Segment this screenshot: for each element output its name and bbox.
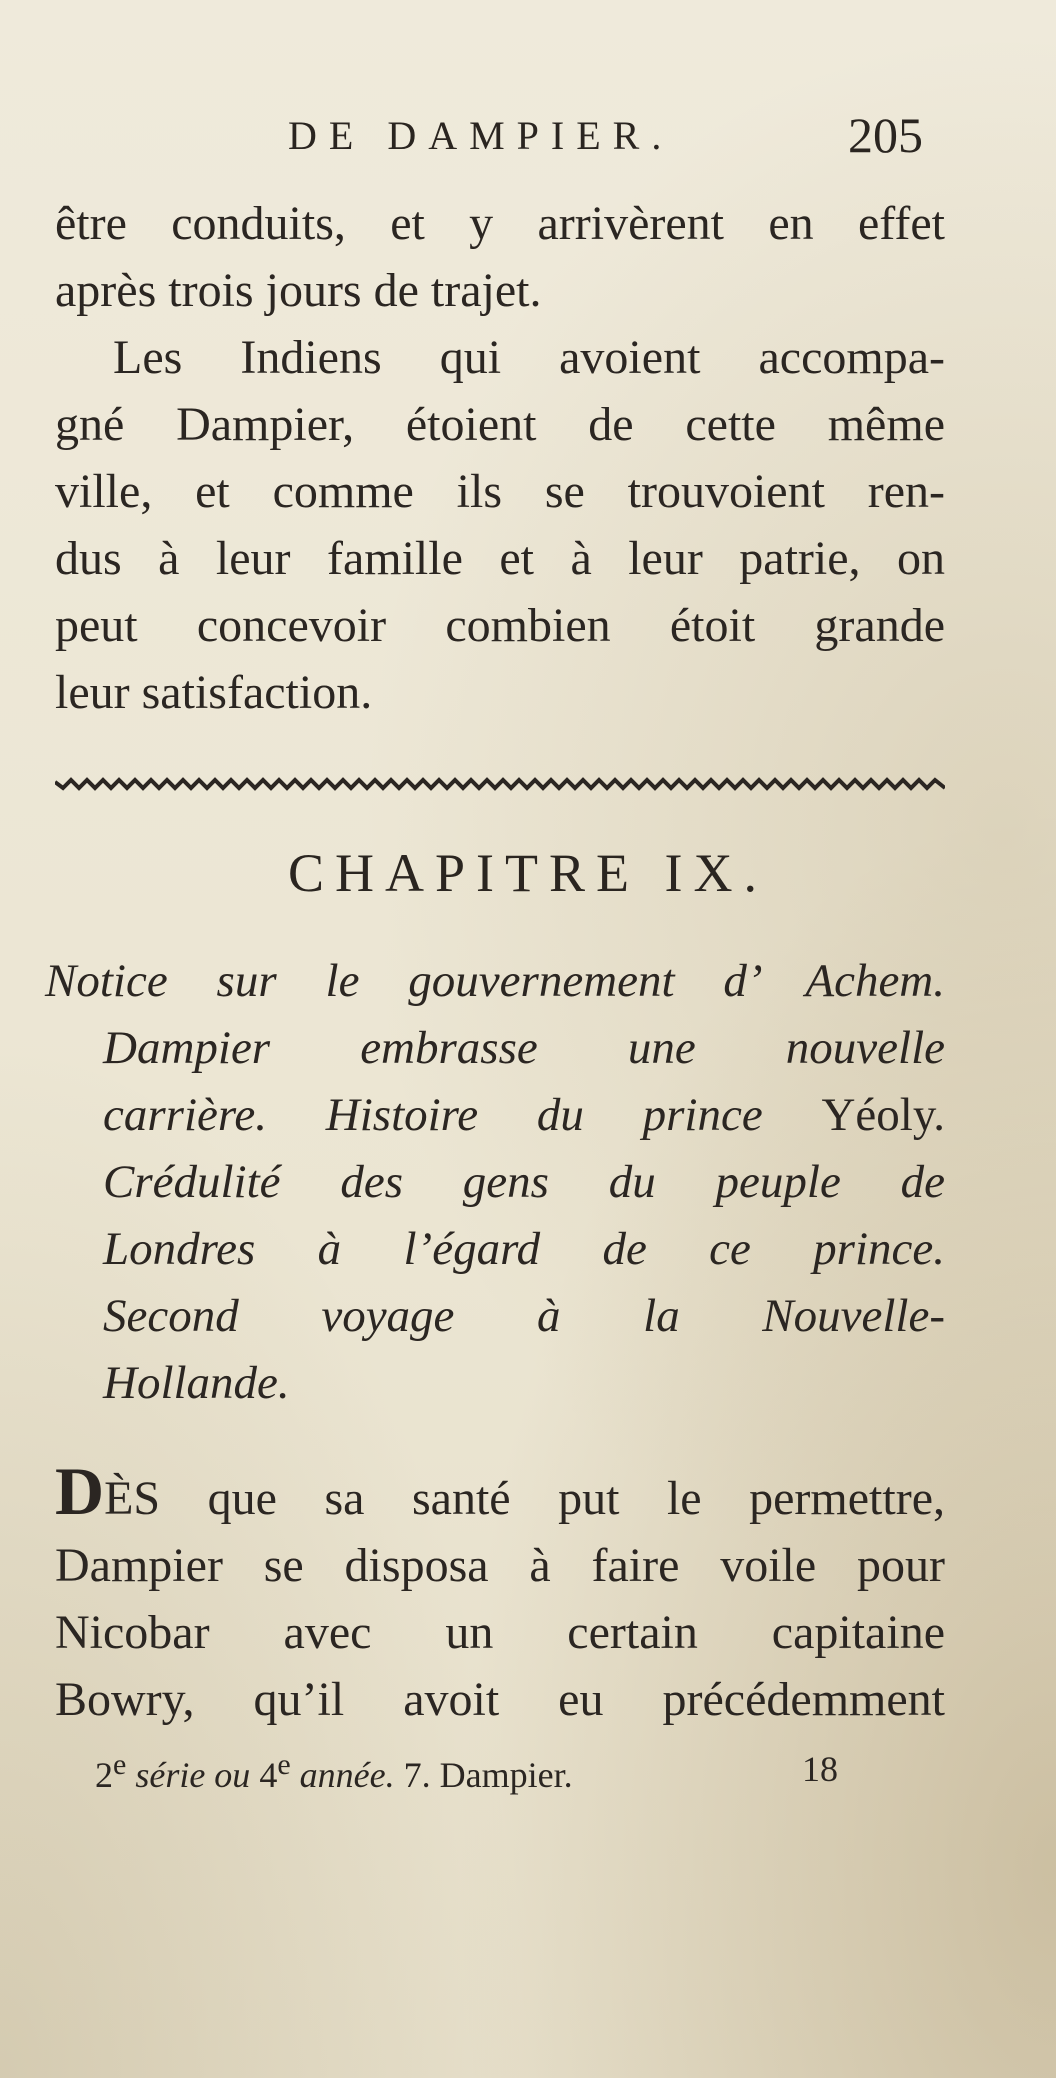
signature-footer xyxy=(0,1748,1056,1808)
summary-line: carrière. Histoire du prince Yéoly. xyxy=(103,1089,946,1141)
text-line: peut concevoir combien étoit grande xyxy=(55,599,945,652)
text-line: dus à leur famille et à leur patrie, on xyxy=(55,532,945,585)
volume-signature: 2e série ou 4e année. 7. Dampier. xyxy=(95,1748,573,1795)
paragraph-continuation xyxy=(55,190,945,726)
text-line: Nicobar avec un certain capitaine xyxy=(55,1606,945,1659)
running-title: DE DAMPIER. xyxy=(288,113,674,158)
summary-line: Second voyage à la Nouvelle- xyxy=(103,1290,945,1342)
running-head xyxy=(0,107,1056,172)
text-line: ville, et comme ils se trouvoient ren- xyxy=(55,465,945,518)
chapter-title: CHAPITRE IX. xyxy=(288,843,768,903)
text-line: DÈS que sa santé put le permettre, xyxy=(55,1453,945,1529)
wavy-rule-ornament xyxy=(55,774,945,796)
text-line: gné Dampier, étoient de cette même xyxy=(55,398,945,451)
page-number: 205 xyxy=(848,107,923,163)
prince-name: Yéoly. xyxy=(821,1089,946,1141)
text-line: Dampier se disposa à faire voile pour xyxy=(55,1539,945,1592)
summary-line: Londres à l’égard de ce prince. xyxy=(103,1223,945,1275)
signature-mark: 18 xyxy=(802,1749,838,1789)
text-line: après trois jours de trajet. xyxy=(55,264,542,317)
paragraph-opening xyxy=(55,1453,945,1733)
summary-line: Hollande. xyxy=(103,1357,290,1409)
text-line: Bowry, qu’il avoit eu précédemment xyxy=(55,1673,945,1726)
summary-line: Dampier embrasse une nouvelle xyxy=(103,1022,945,1074)
chapter-summary xyxy=(45,948,945,1417)
text-line: Les Indiens qui avoient accompa- xyxy=(113,331,945,384)
text-line: être conduits, et y arrivèrent en effet xyxy=(55,197,945,250)
summary-line: Notice sur le gouvernement d’ Achem. xyxy=(45,955,945,1007)
summary-line: Crédulité des gens du peuple de xyxy=(103,1156,945,1208)
drop-cap: D xyxy=(55,1453,105,1529)
text-line: leur satisfaction. xyxy=(55,666,373,719)
